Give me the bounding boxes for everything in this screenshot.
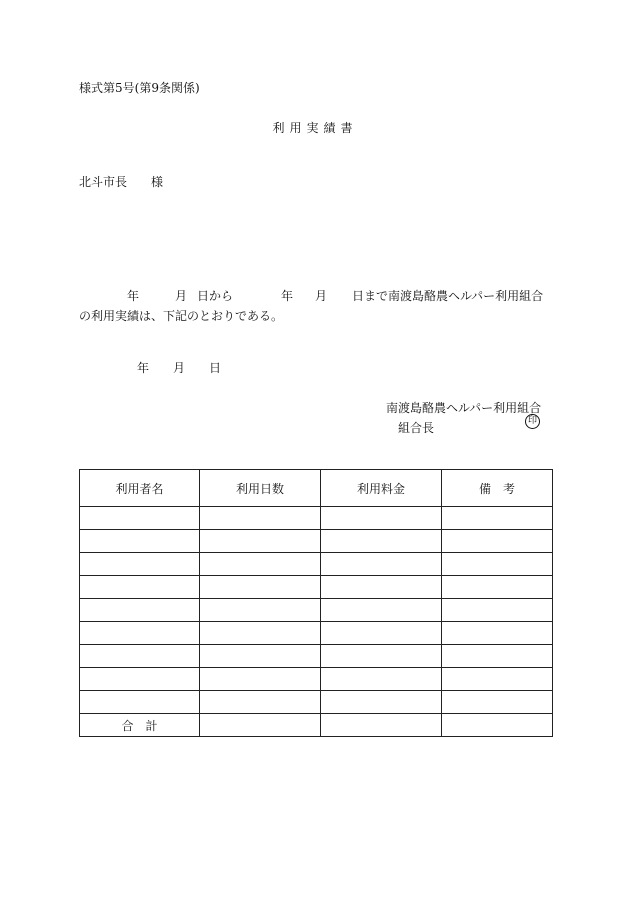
total-usage-fee-cell[interactable] <box>321 714 442 737</box>
header-usage-fee: 利用料金 <box>321 470 442 507</box>
table-row <box>80 645 553 668</box>
table-row <box>80 599 553 622</box>
usage-fee-cell[interactable] <box>321 507 442 530</box>
usage-fee-cell[interactable] <box>321 530 442 553</box>
table-row <box>80 507 553 530</box>
from-month-label: 月 <box>175 289 188 303</box>
user-name-cell[interactable] <box>80 576 200 599</box>
table-row <box>80 668 553 691</box>
remarks-cell[interactable] <box>442 576 553 599</box>
remarks-cell[interactable] <box>442 622 553 645</box>
usage-fee-cell[interactable] <box>321 599 442 622</box>
user-name-cell[interactable] <box>80 668 200 691</box>
remarks-cell[interactable] <box>442 599 553 622</box>
remarks-cell[interactable] <box>442 668 553 691</box>
issuer-block <box>386 398 541 438</box>
issuer-title: 組合長 <box>398 421 435 435</box>
usage-fee-cell[interactable] <box>321 576 442 599</box>
remarks-cell[interactable] <box>442 691 553 714</box>
issuer-organization: 南渡島酪農ヘルパー利用組合 <box>386 401 542 415</box>
table-row <box>80 553 553 576</box>
user-name-cell[interactable] <box>80 553 200 576</box>
usage-days-cell[interactable] <box>200 691 321 714</box>
body-line-2: の利用実績は、下記のとおりである。 <box>79 309 284 323</box>
remarks-cell[interactable] <box>442 645 553 668</box>
header-usage-days: 利用日数 <box>200 470 321 507</box>
usage-days-cell[interactable] <box>200 553 321 576</box>
usage-days-cell[interactable] <box>200 668 321 691</box>
usage-days-cell[interactable] <box>200 530 321 553</box>
table-body <box>80 507 553 737</box>
usage-days-cell[interactable] <box>200 622 321 645</box>
total-remarks-cell[interactable] <box>442 714 553 737</box>
usage-fee-cell[interactable] <box>321 553 442 576</box>
usage-days-cell[interactable] <box>200 645 321 668</box>
total-usage-days-cell[interactable] <box>200 714 321 737</box>
date-day-label: 日 <box>209 361 222 375</box>
user-name-cell[interactable] <box>80 507 200 530</box>
usage-days-cell[interactable] <box>200 576 321 599</box>
remarks-cell[interactable] <box>442 507 553 530</box>
user-name-cell[interactable] <box>80 691 200 714</box>
addressee: 北斗市長 様 <box>79 175 164 189</box>
usage-record-table <box>79 469 553 737</box>
to-day-text: 日まで南渡島酪農ヘルパー利用組合 <box>352 289 544 303</box>
document-title: 利用実績書 <box>272 121 358 135</box>
table-row <box>80 530 553 553</box>
table-header-row <box>80 470 553 507</box>
header-user-name: 利用者名 <box>80 470 200 507</box>
table-row <box>80 622 553 645</box>
date-month-label: 月 <box>173 361 186 375</box>
usage-fee-cell[interactable] <box>321 622 442 645</box>
from-year-label: 年 <box>127 289 140 303</box>
from-day-label: 日から <box>197 289 234 303</box>
body-line-1 <box>79 286 559 306</box>
total-label: 合 計 <box>80 714 200 737</box>
user-name-cell[interactable] <box>80 645 200 668</box>
usage-days-cell[interactable] <box>200 599 321 622</box>
usage-days-cell[interactable] <box>200 507 321 530</box>
usage-fee-cell[interactable] <box>321 691 442 714</box>
usage-fee-cell[interactable] <box>321 668 442 691</box>
user-name-cell[interactable] <box>80 599 200 622</box>
to-year-label: 年 <box>281 289 294 303</box>
table-total-row <box>80 714 553 737</box>
usage-fee-cell[interactable] <box>321 645 442 668</box>
user-name-cell[interactable] <box>80 622 200 645</box>
table-row <box>80 691 553 714</box>
header-remarks: 備 考 <box>442 470 553 507</box>
to-month-label: 月 <box>315 289 328 303</box>
remarks-cell[interactable] <box>442 530 553 553</box>
table-row <box>80 576 553 599</box>
remarks-cell[interactable] <box>442 553 553 576</box>
form-number: 様式第5号(第9条関係) <box>79 81 200 95</box>
seal-icon: 印 <box>525 414 540 429</box>
date-year-label: 年 <box>137 361 150 375</box>
body-text <box>79 286 559 326</box>
user-name-cell[interactable] <box>80 530 200 553</box>
